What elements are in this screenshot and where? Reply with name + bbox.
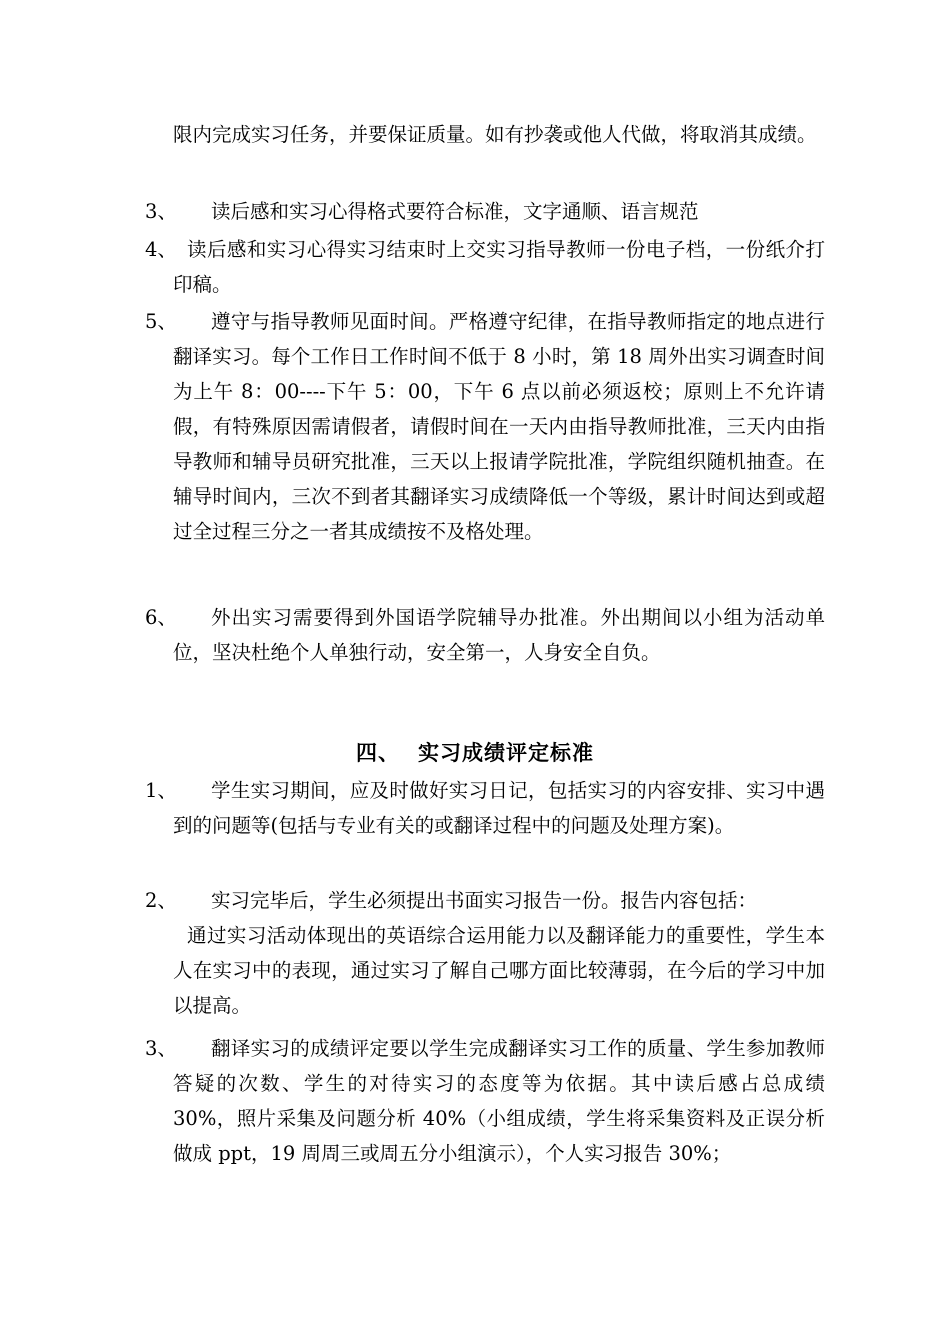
grading-item-3 xyxy=(145,1031,825,1171)
section-heading xyxy=(0,735,950,771)
grading-item-2 xyxy=(145,883,825,1023)
heading-title: 实习成绩评定标准 xyxy=(418,741,594,765)
item-number: 3、 xyxy=(145,1037,177,1060)
continuation-paragraph xyxy=(145,117,825,152)
item-number: 6、 xyxy=(145,606,177,629)
heading-number: 四、 xyxy=(356,741,400,765)
item-text-continued: 通过实习活动体现出的英语综合运用能力以及翻译能力的重要性，学生本人在实习中的表现，通过实习了解自己哪方面比较薄弱，在今后的学习中加以提高。 xyxy=(173,924,825,1017)
item-text: 遵守与指导教师见面时间。严格遵守纪律，在指导教师指定的地点进行翻译实习。每个工作日工作时间不低于 8 小时，第 18 周外出实习调查时间为上午 8：00----下午 5：00，下午 6 点以前必须返校；原则上不允许请假，有特殊原因需请假者，请假时间在一天内由指导教师批准，三天内由指导教师和辅导员研究批准，三天以上报请学院批准，学院组织随机抽查。在辅导时间内，三次不到者其翻译实习成绩降低一个等级，累计时间达到或超过全过程三分之一者其成绩按不及格处理。 xyxy=(173,310,825,543)
list-item-5 xyxy=(145,304,825,549)
grading-item-1 xyxy=(145,773,825,843)
item-number: 4、 xyxy=(145,238,177,261)
item-text: 读后感和实习心得格式要符合标准，文字通顺、语言规范 xyxy=(211,200,699,223)
list-item-3 xyxy=(145,194,825,229)
item-number: 2、 xyxy=(145,889,177,912)
item-number: 3、 xyxy=(145,200,177,223)
item-number: 1、 xyxy=(145,779,177,802)
item-number: 5、 xyxy=(145,310,177,333)
item-text: 实习完毕后，学生必须提出书面实习报告一份。报告内容包括： xyxy=(211,889,758,912)
item-text: 学生实习期间，应及时做好实习日记，包括实习的内容安排、实习中遇到的问题等(包括与专业有关的或翻译过程中的问题及处理方案)。 xyxy=(173,779,825,837)
item-text: 翻译实习的成绩评定要以学生完成翻译实习工作的质量、学生参加教师答疑的次数、学生的对待实习的态度等为依据。其中读后感占总成绩 30%，照片采集及问题分析 40%（小组成绩，学生将采集资料及正误分析做成 ppt，19 周周三或周五分小组演示），个人实习报告 30%； xyxy=(173,1037,825,1165)
item-text: 读后感和实习心得实习结束时上交实习指导教师一份电子档，一份纸介打印稿。 xyxy=(173,238,825,296)
paragraph-text: 限内完成实习任务，并要保证质量。如有抄袭或他人代做，将取消其成绩。 xyxy=(173,123,817,146)
list-item-6 xyxy=(145,600,825,670)
item-text: 外出实习需要得到外国语学院辅导办批准。外出期间以小组为活动单位，坚决杜绝个人单独行动，安全第一，人身安全自负。 xyxy=(173,606,825,664)
list-item-4 xyxy=(145,232,825,302)
